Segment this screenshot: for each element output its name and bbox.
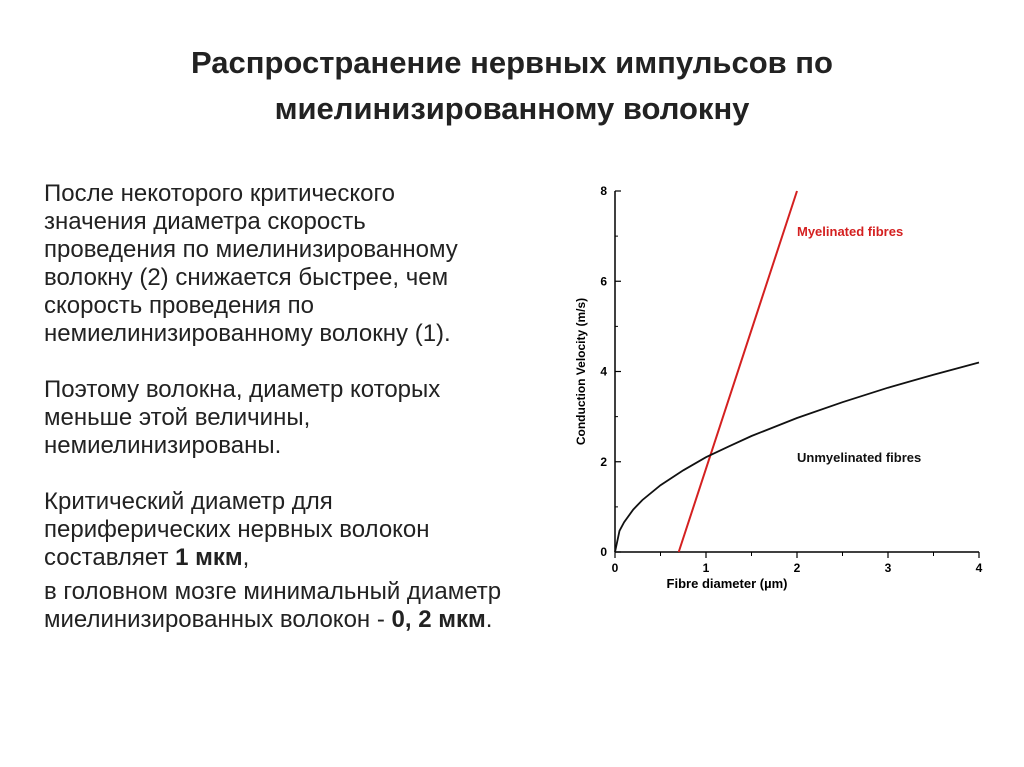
- p2-line-3: немиелинизированы.: [44, 432, 282, 459]
- p4-line-2-prefix: миелинизированных волокон -: [44, 606, 392, 633]
- p1-line-5: скорость проведения по: [44, 292, 314, 319]
- p1-line-3: проведения по миелинизированному: [44, 236, 458, 263]
- p3-line-1: Критический диаметр для: [44, 488, 333, 515]
- x-axis: [612, 552, 983, 591]
- p2-line-1: Поэтому волокна, диаметр которых: [44, 376, 441, 403]
- x-axis-label: Fibre diameter (µm): [666, 576, 788, 591]
- y-axis: [574, 184, 621, 559]
- p3-line-2: периферических нервных волокон: [44, 516, 430, 543]
- myelinated-fibres-line: [679, 191, 797, 552]
- p3-line-3-suffix: ,: [242, 544, 250, 571]
- y-tick-label: 8: [600, 184, 607, 198]
- p1-line-6: немиелинизированному волокну (1).: [44, 320, 451, 347]
- critical-diameter-value: 1 мкм: [175, 544, 243, 571]
- p2-line-2: меньше этой величины,: [44, 404, 311, 431]
- y-axis-label: Conduction Velocity (m/s): [574, 297, 588, 446]
- p1-line-4: волокну (2) снижается быстрее, чем: [44, 264, 449, 291]
- p4-line-1: в головном мозге минимальный диаметр: [44, 578, 502, 605]
- y-tick-label: 6: [600, 274, 607, 289]
- y-tick-label: 0: [600, 545, 607, 559]
- x-tick-label: 4: [975, 561, 983, 575]
- y-tick-label: 4: [600, 364, 607, 379]
- p1-line-1: После некоторого критического: [44, 180, 396, 207]
- legend-unmyelinated-label: Unmyelinated fibres: [797, 450, 922, 465]
- p3-line-3-prefix: составляет: [44, 544, 176, 571]
- y-tick-label: 2: [600, 454, 607, 469]
- legend-myelinated-label: Myelinated fibres: [797, 224, 904, 239]
- p4-line-2-suffix: .: [485, 606, 493, 633]
- title-line-1: Распространение нервных импульсов по: [191, 45, 833, 80]
- x-tick-label: 2: [793, 561, 801, 575]
- title-line-2: миелинизированному волокну: [274, 91, 750, 126]
- x-tick-label: 3: [884, 561, 892, 575]
- x-tick-label: 1: [702, 561, 710, 575]
- brain-min-diameter-value: 0, 2 мкм: [391, 606, 486, 633]
- p1-line-2: значения диаметра скорость: [44, 208, 366, 235]
- x-tick-label: 0: [611, 561, 619, 575]
